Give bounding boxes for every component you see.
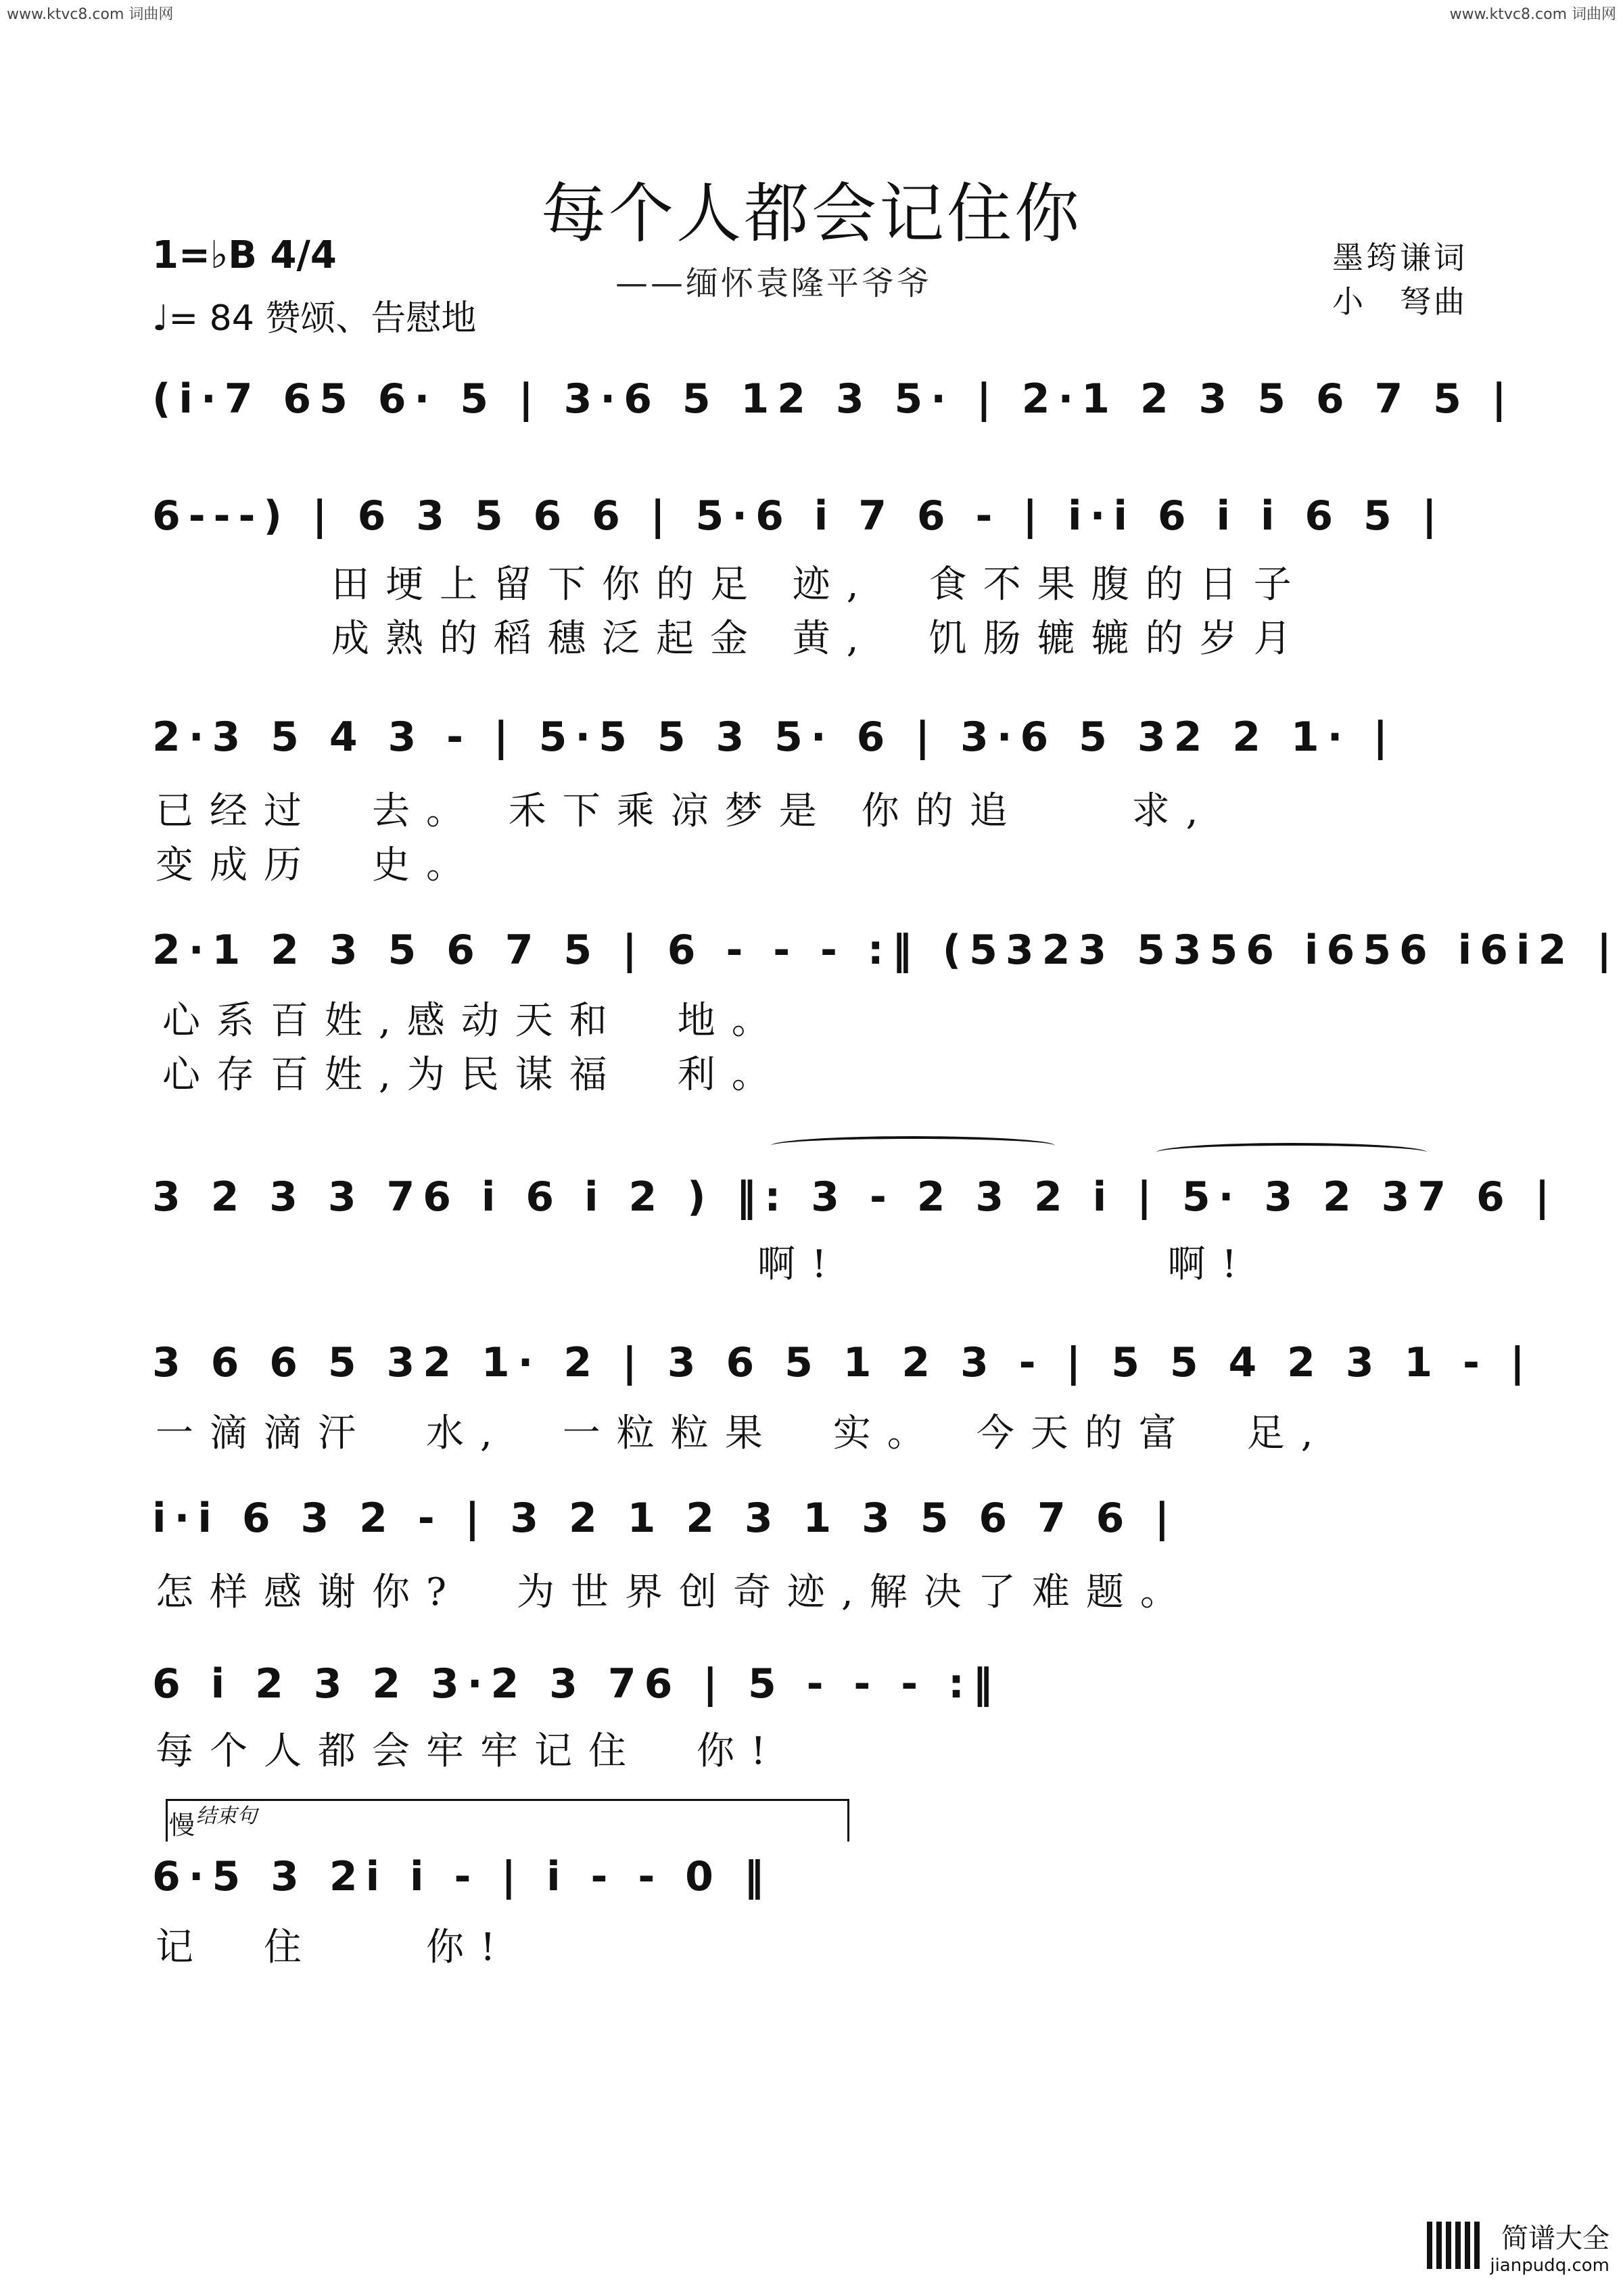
system-5-notes: 3 2 3 3 76 i 6 i 2 ) ‖: 3 - 2 3 2 i | 5· 3 2 37 6 | (152, 1173, 1558, 1221)
lyricist-credit: 墨筠谦词 (1332, 239, 1467, 276)
system-7-lyric-1: 怎样感谢你? 为世界创奇迹,解决了难题。 (156, 1570, 1194, 1614)
system-4-lyric-2: 心存百姓,为民谋福 利。 (162, 1053, 786, 1097)
system-2-lyric-1: 田埂上留下你的足 迹, 食不果腹的日子 (331, 563, 1308, 607)
system-8-notes: 6 i 2 3 2 3·2 3 76 | 5 - - - :‖ (152, 1660, 1002, 1708)
phrase-slur (1156, 1143, 1427, 1162)
system-9-notes: 6·5 3 2i i - | i - - 0 ‖ (152, 1853, 772, 1900)
system-5-lyric-1: 啊! 啊! (757, 1242, 1254, 1286)
system-6-notes: 3 6 6 5 32 1· 2 | 3 6 5 1 2 3 - | 5 5 4 2 3 1 - | (152, 1339, 1533, 1386)
system-2-lyric-2: 成熟的稻穗泛起金 黄, 饥肠辘辘的岁月 (331, 617, 1308, 661)
system-2-notes: 6---) | 6 3 5 6 6 | 5·6 i 7 6 - | i·i 6 i i 6 5 | (152, 492, 1445, 540)
watermark-left: www.ktvc8.com 词曲网 (7, 6, 174, 23)
song-title: 每个人都会记住你 (541, 176, 1082, 252)
tempo-marking: ♩= 84 赞颂、告慰地 (152, 298, 477, 339)
system-9-lyric-1: 记 住 你! (156, 1925, 512, 1969)
piano-logo (1427, 2222, 1481, 2269)
system-4-notes: 2·1 2 3 5 6 7 5 | 6 - - - :‖ (5323 5356 i656 i6i2 | (152, 927, 1620, 974)
song-subtitle: ——缅怀袁隆平爷爷 (615, 264, 933, 302)
phrase-slur (771, 1136, 1055, 1155)
system-3-notes: 2·3 5 4 3 - | 5·5 5 3 5· 6 | 3·6 5 32 2 1· | (152, 713, 1396, 761)
brand-name: 简谱大全 (1501, 2223, 1609, 2254)
system-6-lyric-1: 一滴滴汗 水, 一粒粒果 实。 今天的富 足, (156, 1411, 1330, 1455)
system-4-lyric-1: 心系百姓,感动天和 地。 (162, 999, 786, 1043)
brand (1490, 2217, 1609, 2276)
brand-site: jianpudq.com (1490, 2255, 1609, 2276)
system-3-lyric-2: 变成历 史。 (156, 843, 480, 887)
composer-credit: 小 弩曲 (1332, 283, 1467, 320)
system-1-notes: (i·7 65 6· 5 | 3·6 5 12 3 5· | 2·1 2 3 5 6 7 5 | (152, 375, 1515, 423)
system-8-lyric-1: 每个人都会牢牢记住 你! (156, 1729, 782, 1773)
ending-label: 结束句 (196, 1804, 257, 1828)
tempo-slow-marking: 慢 (169, 1810, 195, 1840)
system-3-lyric-1: 已经过 去。 禾下乘凉梦是 你的追 求, (156, 789, 1215, 833)
watermark-right: www.ktvc8.com 词曲网 (1449, 6, 1616, 23)
ending-bracket (166, 1799, 849, 1842)
system-7-notes: i·i 6 3 2 - | 3 2 1 2 3 1 3 5 6 7 6 | (152, 1495, 1178, 1542)
key-signature: 1=♭B 4/4 (152, 233, 337, 277)
